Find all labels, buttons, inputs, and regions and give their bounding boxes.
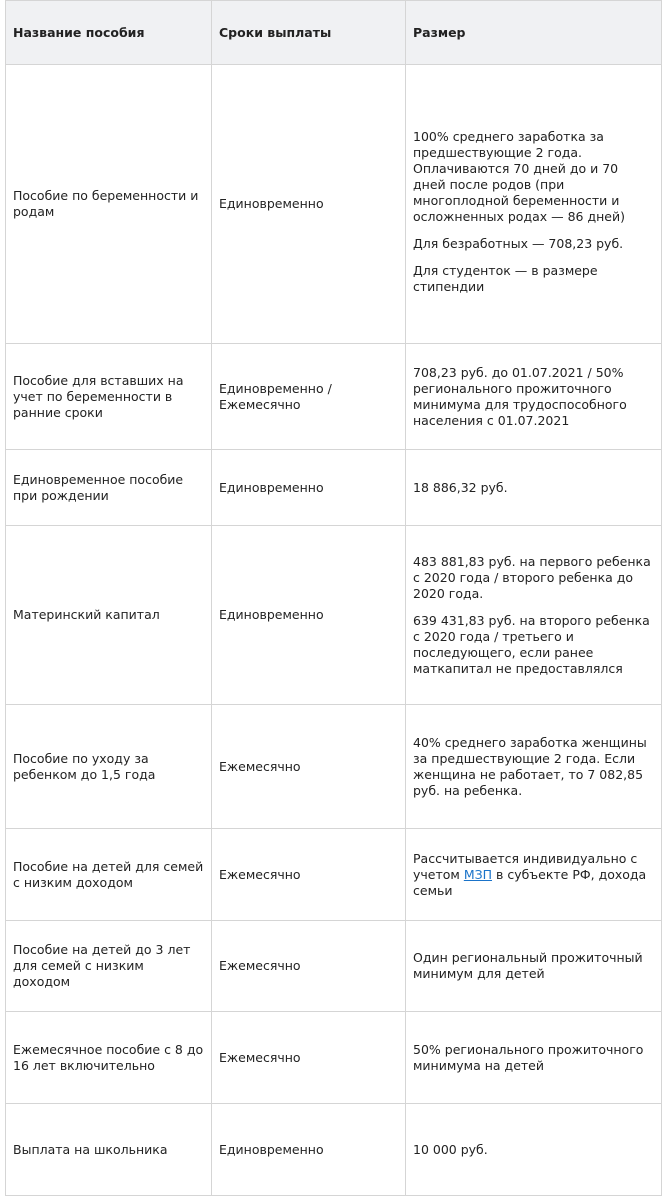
amount-paragraph: 50% регионального прожиточного минимума на детей [413,1041,644,1073]
table-row [6,829,662,921]
amount-paragraph: 483 881,83 руб. на первого ребенка с 2020 года / второго ребенка до 2020 года. [413,553,651,601]
header-name: Название пособия [6,1,212,65]
benefit-amount [406,921,662,1012]
benefit-timing: Единовременно [212,65,406,344]
table-row [6,344,662,450]
amount-paragraph: Для студенток — в размере стипендии [413,263,598,294]
benefit-timing: Ежемесячно [212,829,406,921]
amount-paragraph: 18 886,32 руб. [413,479,508,495]
benefit-name: Материнский капитал [6,526,212,705]
benefit-timing: Единовременно [212,1104,406,1196]
benefit-name: Выплата на школьника [6,1104,212,1196]
amount-text: Рассчитывается индивидуально с учетом [413,850,638,882]
benefit-name: Пособие по уходу за ребенком до 1,5 года [6,705,212,829]
table-row [6,921,662,1012]
header-timing: Сроки выплаты [212,1,406,65]
benefit-timing: Единовременно / Ежемесячно [212,344,406,450]
benefit-timing: Ежемесячно [212,921,406,1012]
mzp-link[interactable]: МЗП [463,866,493,882]
amount-paragraph: Для безработных — 708,23 руб. [413,236,624,251]
benefit-name: Ежемесячное пособие с 8 до 16 лет включительно [6,1012,212,1104]
header-amount: Размер [406,1,662,65]
benefits-table [5,0,662,1196]
table-row [6,65,662,344]
benefit-amount [406,705,662,829]
benefit-timing: Ежемесячно [212,705,406,829]
amount-paragraph: 100% среднего заработка за предшествующие 2 года. Оплачиваются 70 дней до и 70 дней после родов (при многоплодной беременности и осложненных родах — 86 дней) [413,129,625,224]
benefit-amount [406,1104,662,1196]
benefit-amount [406,1012,662,1104]
benefit-amount [406,450,662,526]
benefit-name: Пособие для вставших на учет по беременности в ранние сроки [6,344,212,450]
benefit-amount [406,526,662,705]
table-row [6,705,662,829]
amount-paragraph: 639 431,83 руб. на второго ребенка с 2020 года / третьего и последующего, если ранее маткапитал не предоставлялся [413,612,650,676]
benefit-timing: Ежемесячно [212,1012,406,1104]
table-header-row [6,1,662,65]
table-row [6,450,662,526]
amount-text: в субъекте РФ, дохода семьи [413,866,647,898]
benefit-timing: Единовременно [212,526,406,705]
table-row [6,526,662,705]
amount-paragraph: 40% среднего заработка женщины за предшествующие 2 года. Если женщина не работает, то 7 082,85 руб. на ребенка. [413,734,647,798]
benefit-timing: Единовременно [212,450,406,526]
amount-paragraph: 10 000 руб. [413,1141,488,1157]
table-row [6,1104,662,1196]
benefit-amount [406,65,662,344]
benefit-name: Пособие по беременности и родам [6,65,212,344]
amount-paragraph: 708,23 руб. до 01.07.2021 / 50% регионального прожиточного минимума для трудоспособного населения с 01.07.2021 [413,364,627,428]
benefit-name: Пособие на детей для семей с низким доходом [6,829,212,921]
benefit-amount [406,344,662,450]
table-row [6,1012,662,1104]
benefit-name: Пособие на детей до 3 лет для семей с низким доходом [6,921,212,1012]
amount-paragraph: Один региональный прожиточный минимум для детей [413,950,643,981]
benefit-amount [406,829,662,921]
benefit-name: Единовременное пособие при рождении [6,450,212,526]
